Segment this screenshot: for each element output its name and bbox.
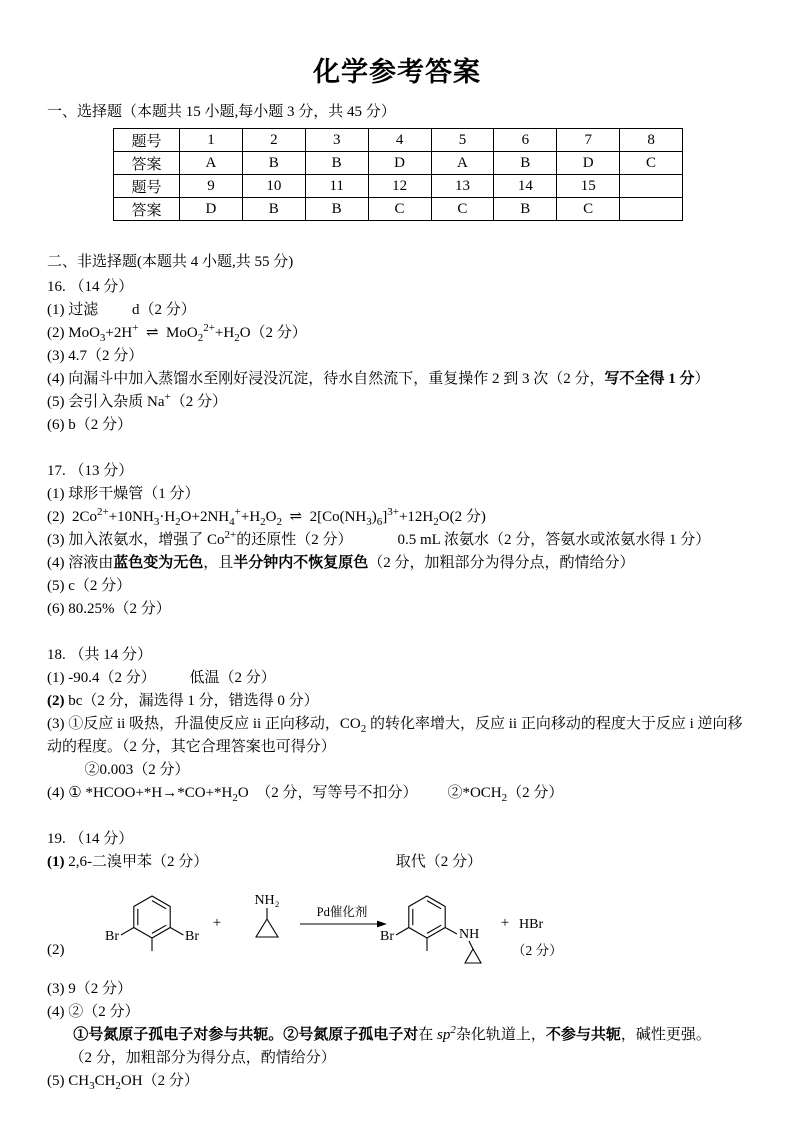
text-segment: O+2NH xyxy=(180,509,230,525)
product-benzene-ring xyxy=(396,896,457,951)
text-segment: (5) 会引入杂质 Na xyxy=(47,394,165,410)
text-segment: CH xyxy=(94,1073,116,1089)
answer-cell: 5 xyxy=(431,129,494,152)
text-segment: +H xyxy=(240,509,261,525)
text-segment: 杂化轨道上， xyxy=(455,1027,546,1043)
row-label-cell: 题号 xyxy=(114,129,180,152)
amine-bridge-label: NH xyxy=(458,927,479,942)
section1-heading: 一、选择题（本题共 15 小题,每小题 3 分，共 45 分） xyxy=(47,104,396,120)
text-segment: (5) CH xyxy=(47,1073,90,1089)
question-17-answers xyxy=(47,483,747,621)
answer-cell: 14 xyxy=(494,175,557,198)
text-segment: （2 分） xyxy=(507,785,564,801)
text-segment: （2 分，加粗部分为得分点，酌情给分） xyxy=(368,555,635,571)
answer-line xyxy=(47,1024,747,1047)
text-segment: ) xyxy=(371,509,377,525)
answer-cell: 15 xyxy=(557,175,620,198)
text-segment: 不参与共轭 xyxy=(545,1027,621,1043)
text-segment: （2 分） xyxy=(170,394,227,410)
text-segment: 2 xyxy=(232,792,238,804)
reaction-arrow xyxy=(300,921,387,928)
question-18-header: 18. （共 14 分） xyxy=(47,647,153,663)
plus-sign: + xyxy=(212,915,221,931)
row-label-cell: 题号 xyxy=(114,175,180,198)
question-19-header: 19. （14 分） xyxy=(47,831,134,847)
text-segment: 2 xyxy=(450,1024,456,1036)
reactant-benzene-ring xyxy=(121,896,183,951)
text-segment: ⇌ MoO xyxy=(138,325,198,341)
answer-cell: D xyxy=(557,152,620,175)
text-segment: + xyxy=(132,322,139,334)
answer-cell: 1 xyxy=(180,129,243,152)
question-16-answers xyxy=(47,299,747,437)
text-segment: 2 xyxy=(175,516,181,528)
answer-line xyxy=(47,368,747,391)
text-segment: 2 xyxy=(433,516,439,528)
text-segment: (3) 9（2 分） xyxy=(47,981,132,997)
row-label-cell: 答案 xyxy=(114,152,180,175)
text-segment: 2 xyxy=(234,332,240,344)
text-segment: 2 xyxy=(276,516,282,528)
answer-cell: D xyxy=(180,198,243,221)
question-17-header: 17. （13 分） xyxy=(47,463,134,479)
catalyst-label: Pd催化剂 xyxy=(316,905,367,919)
answer-cell: A xyxy=(180,152,243,175)
text-segment: +H xyxy=(214,325,235,341)
reaction-scheme-drawing xyxy=(67,877,579,977)
text-segment: bc（2 分，漏选得 1 分，错选得 0 分） xyxy=(64,693,319,709)
answer-line xyxy=(47,414,747,437)
answer-cell: 4 xyxy=(368,129,431,152)
text-segment: (2) MoO xyxy=(47,325,100,341)
answer-line xyxy=(47,506,747,529)
text-segment: ） xyxy=(694,371,710,387)
question-18-block xyxy=(47,644,747,805)
answer-line xyxy=(47,483,747,506)
text-segment: (3) 4.7（2 分） xyxy=(47,348,144,364)
text-segment: (4) ②（2 分） xyxy=(47,1004,140,1020)
text-segment: (3) ①反应 ii 吸热，升温使反应 ii 正向移动，CO xyxy=(47,716,361,732)
text-segment: (4) 溶液由 xyxy=(47,555,114,571)
choice-answer-table xyxy=(113,128,683,221)
page-title: 化学参考答案 xyxy=(313,57,481,87)
product-cyclopropyl-ring xyxy=(465,941,481,963)
answer-line xyxy=(47,322,747,345)
reaction-equation-row xyxy=(47,877,747,977)
text-segment: O（2 分） xyxy=(239,325,307,341)
answer-table-row xyxy=(114,175,683,198)
answer-line xyxy=(47,391,747,414)
text-segment: O(2 分) xyxy=(438,509,486,525)
answer-cell: 2 xyxy=(242,129,305,152)
bromine-label: Br xyxy=(379,929,394,944)
bromine-label: Br xyxy=(104,929,119,944)
text-segment: 的还原性（2 分） 0.5 mL 浓氨水（2 分，答氨水或浓氨水得 1 分） xyxy=(236,532,711,548)
answer-cell: 6 xyxy=(494,129,557,152)
plus-sign: + xyxy=(500,915,509,931)
text-segment: 3 xyxy=(153,516,160,528)
answer-cell: 12 xyxy=(368,175,431,198)
text-segment: 2+ xyxy=(97,506,109,518)
answer-cell: D xyxy=(368,152,431,175)
answer-cell: C xyxy=(368,198,431,221)
score-note: （2 分） xyxy=(511,943,563,958)
answer-cell: 10 xyxy=(242,175,305,198)
text-segment: (5) c（2 分） xyxy=(47,578,132,594)
text-segment: 3 xyxy=(366,516,372,528)
question-19-answers-bottom xyxy=(47,978,747,1093)
bromine-label: Br xyxy=(184,929,199,944)
text-segment: ⇌ 2[Co(NH xyxy=(282,509,367,525)
text-segment: 4 xyxy=(229,516,235,528)
text-segment: 2+ xyxy=(224,529,237,541)
question-18-answers xyxy=(47,667,747,805)
answer-line xyxy=(47,1070,747,1093)
answer-line xyxy=(47,345,747,368)
row-label-cell: 答案 xyxy=(114,198,180,221)
text-segment: +10NH xyxy=(108,509,154,525)
answer-cell: B xyxy=(305,198,368,221)
answer-line xyxy=(47,759,747,782)
text-segment: (4) 向漏斗中加入蒸馏水至刚好浸没沉淀，待水自然流下，重复操作 2 到 3 次（2 分， xyxy=(47,371,605,387)
answer-cell: B xyxy=(494,152,557,175)
text-segment: 3 xyxy=(99,332,106,344)
text-segment: OH（2 分） xyxy=(120,1073,199,1089)
text-segment: 半分钟内不恢复原色 xyxy=(233,555,369,571)
answer-line xyxy=(47,1047,747,1070)
text-segment: 3+ xyxy=(387,506,399,518)
text-segment: (3) 加入浓氨水，增强了 Co xyxy=(47,532,225,548)
text-segment: 2,6-二溴甲苯（2 分） 取代（2 分） xyxy=(64,854,482,870)
answer-cell: 3 xyxy=(305,129,368,152)
question-16-header: 16. （14 分） xyxy=(47,279,134,295)
text-segment: 蓝色变为无色 xyxy=(113,555,204,571)
text-segment: 2 xyxy=(501,792,508,804)
text-segment: 在 xyxy=(418,1027,438,1043)
section2-heading: 二、非选择题(本题共 4 小题,共 55 分) xyxy=(47,254,294,270)
text-segment: 的转化率增大，反应 ii 正向移动的程度大于反应 i 逆向移动的程度。（2 分，其它合理答案也可得分） xyxy=(47,716,743,755)
answer-table-row xyxy=(114,152,683,175)
cyclopropylamine-structure xyxy=(256,908,278,937)
hbr-label: HBr xyxy=(518,917,543,932)
answer-line xyxy=(47,851,747,874)
text-segment: (1) 过滤 d（2 分） xyxy=(47,302,196,318)
text-segment: ·H xyxy=(159,509,176,525)
text-segment: 2+ xyxy=(203,322,215,334)
answer-cell: 9 xyxy=(180,175,243,198)
question-19-block xyxy=(47,828,747,1093)
question-19-answers-top xyxy=(47,851,747,874)
text-segment: 2 xyxy=(197,332,204,344)
item-2-label: (2) xyxy=(47,942,65,958)
text-segment: + xyxy=(234,506,241,518)
answer-table-row xyxy=(114,129,683,152)
text-segment: (1) -90.4（2 分） 低温（2 分） xyxy=(47,670,276,686)
answer-line xyxy=(47,529,747,552)
amine-group-label: NH₂ xyxy=(253,893,280,908)
text-segment: 2 xyxy=(115,1080,121,1092)
answer-cell: B xyxy=(242,152,305,175)
answer-cell: C xyxy=(557,198,620,221)
answer-line xyxy=(47,713,747,759)
answer-line xyxy=(47,552,747,575)
answer-cell: 8 xyxy=(620,129,683,152)
answer-line xyxy=(47,1001,747,1024)
text-segment: 6 xyxy=(376,516,383,528)
question-16-block xyxy=(47,276,747,437)
text-segment: 3 xyxy=(89,1080,95,1092)
answer-cell: 11 xyxy=(305,175,368,198)
answer-cell: B xyxy=(494,198,557,221)
answer-cell xyxy=(620,175,683,198)
answer-cell: A xyxy=(431,152,494,175)
text-segment: (1) 球形干燥管（1 分） xyxy=(47,486,200,502)
text-segment: (4) ① *HCOO+*H→*CO+*H xyxy=(47,785,233,801)
text-segment: sp xyxy=(437,1027,451,1043)
text-segment: ，且 xyxy=(203,555,234,571)
answer-table-row xyxy=(114,198,683,221)
answer-line xyxy=(47,575,747,598)
answer-line xyxy=(47,299,747,322)
question-17-block xyxy=(47,460,747,621)
answer-line xyxy=(47,782,747,805)
text-segment: (1) xyxy=(47,854,65,870)
text-segment: ] xyxy=(382,509,388,525)
answer-table-body xyxy=(114,129,683,221)
text-segment: (6) 80.25%（2 分） xyxy=(47,601,171,617)
answer-cell: C xyxy=(431,198,494,221)
answer-cell: B xyxy=(305,152,368,175)
answer-cell: 7 xyxy=(557,129,620,152)
text-segment: 2 xyxy=(360,723,367,735)
text-segment: (2) 2Co xyxy=(47,509,97,525)
text-segment: O （2 分，写等号不扣分） ②*OCH xyxy=(237,785,502,801)
answer-cell: B xyxy=(242,198,305,221)
answer-cell xyxy=(620,198,683,221)
text-segment: （2 分，加粗部分为得分点，酌情给分） xyxy=(47,1050,336,1066)
text-segment: +12H xyxy=(398,509,434,525)
text-segment: ②0.003（2 分） xyxy=(47,762,190,778)
answer-cell: C xyxy=(620,152,683,175)
text-segment: (2) xyxy=(47,693,65,709)
text-segment: ①号氮原子孤电子对参与共轭。②号氮原子孤电子对 xyxy=(73,1027,419,1043)
text-segment xyxy=(47,1027,73,1043)
text-segment: + xyxy=(164,391,171,403)
text-segment: O xyxy=(265,509,277,525)
text-segment: +2H xyxy=(105,325,133,341)
answer-line xyxy=(47,978,747,1001)
text-segment: (6) b（2 分） xyxy=(47,417,132,433)
text-segment: ，碱性更强。 xyxy=(620,1027,711,1043)
answer-line xyxy=(47,598,747,621)
answer-cell: 13 xyxy=(431,175,494,198)
answer-line xyxy=(47,667,747,690)
answer-line xyxy=(47,690,747,713)
text-segment: 写不全得 1 分 xyxy=(604,371,695,387)
text-segment: 2 xyxy=(260,516,266,528)
